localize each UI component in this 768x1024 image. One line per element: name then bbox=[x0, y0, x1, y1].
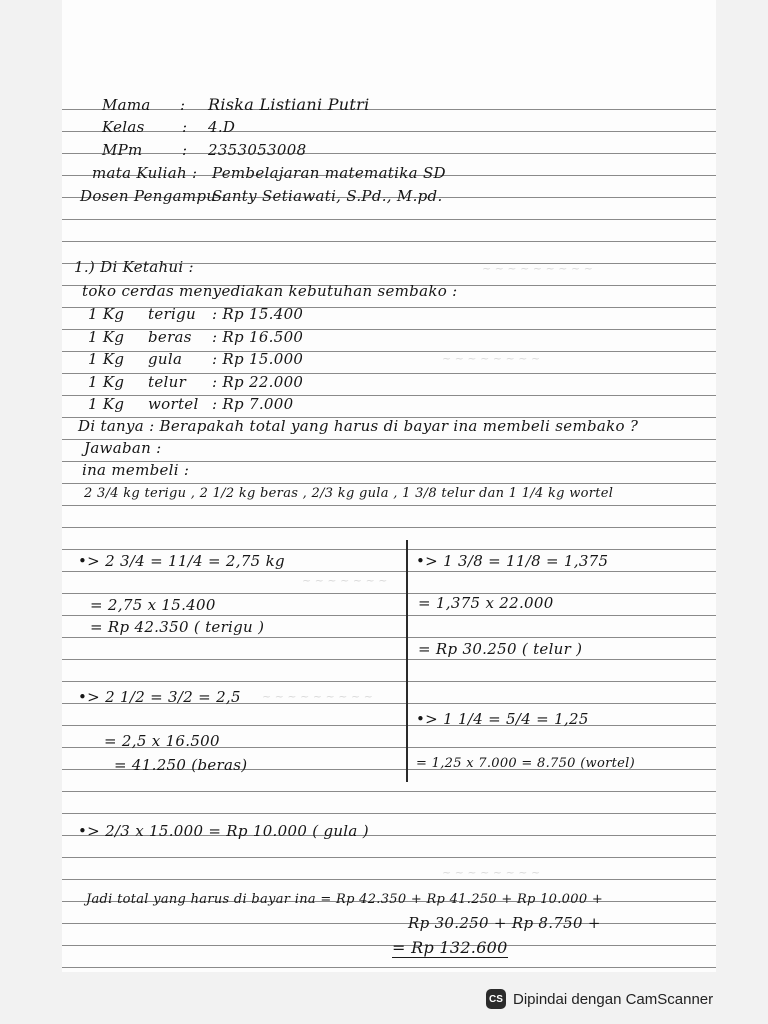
work-terigu-line3: = Rp 42.350 ( terigu ) bbox=[90, 618, 265, 636]
item-price: : Rp 7.000 bbox=[212, 395, 294, 413]
item-name: telur bbox=[148, 373, 187, 391]
dosen-label: Dosen Pengampu : bbox=[80, 187, 227, 205]
ina-membeli: ina membeli : bbox=[82, 461, 190, 479]
nama-label: Mama bbox=[102, 96, 151, 114]
work-beras-line2: = 2,5 x 16.500 bbox=[104, 732, 220, 750]
item-qty: 1 Kg bbox=[88, 305, 125, 323]
work-beras-line1: •> 2 1/2 = 3/2 = 2,5 bbox=[78, 688, 241, 706]
npm-label: MPm bbox=[102, 141, 143, 159]
problem-intro: toko cerdas menyediakan kebutuhan sembako : bbox=[82, 282, 458, 300]
work-gula: •> 2/3 x 15.000 = Rp 10.000 ( gula ) bbox=[78, 822, 369, 840]
work-telur-line2: = 1,375 x 22.000 bbox=[418, 594, 554, 612]
work-terigu-line2: = 2,75 x 15.400 bbox=[90, 596, 216, 614]
item-qty: 1 Kg bbox=[88, 350, 125, 368]
item-qty: 1 Kg bbox=[88, 395, 125, 413]
column-divider bbox=[406, 540, 408, 782]
work-terigu-line1: •> 2 3/4 = 11/4 = 2,75 kg bbox=[78, 552, 285, 570]
bleed-through: ~ ~ ~ ~ ~ ~ ~ ~ ~ bbox=[262, 690, 373, 703]
work-telur-line3: = Rp 30.250 ( telur ) bbox=[418, 640, 583, 658]
item-name: terigu bbox=[148, 305, 196, 323]
scanned-page bbox=[62, 0, 716, 972]
item-qty: 1 Kg bbox=[88, 328, 125, 346]
item-name: beras bbox=[148, 328, 192, 346]
kelas-value: 4.D bbox=[208, 118, 236, 136]
camscanner-watermark bbox=[486, 986, 748, 1012]
matkul-value: Pembelajaran matematika SD bbox=[212, 164, 446, 182]
item-price: : Rp 15.400 bbox=[212, 305, 304, 323]
bleed-through: ~ ~ ~ ~ ~ ~ ~ ~ bbox=[442, 866, 541, 879]
bleed-through: ~ ~ ~ ~ ~ ~ ~ ~ bbox=[442, 352, 541, 365]
dosen-value: Santy Setiawati, S.Pd., M.pd. bbox=[212, 187, 443, 205]
bleed-through: ~ ~ ~ ~ ~ ~ ~ bbox=[302, 574, 388, 587]
kelas-colon: : bbox=[182, 118, 188, 136]
npm-value: 2353053008 bbox=[208, 141, 307, 159]
kelas-label: Kelas bbox=[102, 118, 145, 136]
item-price: : Rp 15.000 bbox=[212, 350, 304, 368]
purchase-line: 2 3/4 kg terigu , 2 1/2 kg beras , 2/3 kg gula , 1 3/8 telur dan 1 1/4 kg wortel bbox=[84, 486, 614, 501]
work-beras-line3: = 41.250 (beras) bbox=[114, 756, 248, 774]
camscanner-icon: CS bbox=[486, 989, 506, 1009]
question: Di tanya : Berapakah total yang harus di bayar ina membeli sembako ? bbox=[78, 417, 639, 435]
answer-label: Jawaban : bbox=[84, 439, 162, 457]
total-result: = Rp 132.600 bbox=[392, 938, 508, 957]
page-top-margin bbox=[62, 0, 716, 88]
item-name: gula bbox=[148, 350, 183, 368]
total-line2: Rp 30.250 + Rp 8.750 + bbox=[408, 914, 601, 932]
item-name: wortel bbox=[148, 395, 199, 413]
work-telur-line1: •> 1 3/8 = 11/8 = 1,375 bbox=[416, 552, 609, 570]
work-wortel-line2: = 1,25 x 7.000 = 8.750 (wortel) bbox=[416, 756, 635, 771]
work-wortel-line1: •> 1 1/4 = 5/4 = 1,25 bbox=[416, 710, 589, 728]
matkul-label: mata Kuliah : bbox=[92, 164, 198, 182]
watermark-text: Dipindai dengan CamScanner bbox=[513, 990, 714, 1008]
nama-colon: : bbox=[180, 96, 186, 114]
nama-value: Riska Listiani Putri bbox=[208, 95, 370, 114]
bleed-through: ~ ~ ~ ~ ~ ~ ~ ~ ~ bbox=[482, 262, 593, 275]
problem-title: 1.) Di Ketahui : bbox=[74, 258, 194, 276]
total-line1: Jadi total yang harus di bayar ina = Rp 42.350 + Rp 41.250 + Rp 10.000 + bbox=[86, 892, 604, 907]
item-price: : Rp 16.500 bbox=[212, 328, 304, 346]
npm-colon: : bbox=[182, 141, 188, 159]
item-qty: 1 Kg bbox=[88, 373, 125, 391]
item-price: : Rp 22.000 bbox=[212, 373, 304, 391]
